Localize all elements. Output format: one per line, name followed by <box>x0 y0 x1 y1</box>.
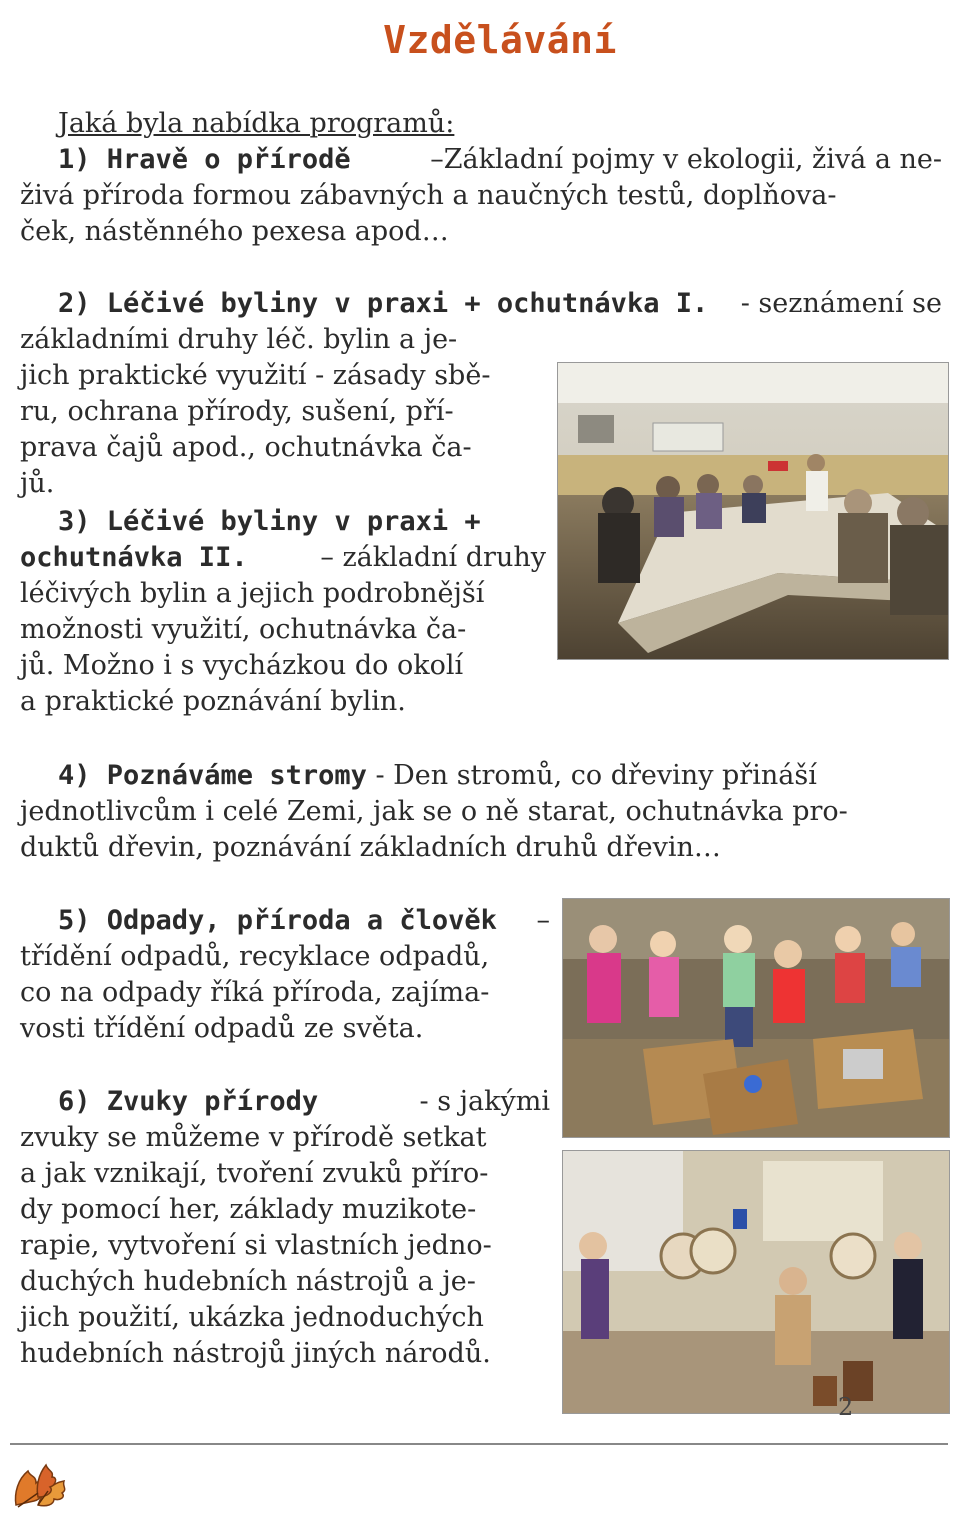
program-3-title: 3) Léčivé byliny v praxi + <box>58 506 481 537</box>
program-1-text: –Základní pojmy v ekologii, živá a ne- <box>430 144 942 175</box>
program-3 <box>20 504 546 720</box>
program-2 <box>20 286 942 322</box>
program-5-text: třídění odpadů, recyklace odpadů, <box>20 941 490 972</box>
photo-music-workshop <box>562 1150 950 1414</box>
program-2-title: 2) Léčivé byliny v praxi + ochutnávka I. <box>58 288 709 319</box>
photo-seminar-room-image <box>558 363 948 659</box>
program-6-text: zvuky se můžeme v přírodě setkat <box>20 1122 487 1153</box>
program-6-text: dy pomocí her, základy muzikote- <box>20 1194 477 1225</box>
program-5-text: co na odpady říká příroda, zajíma- <box>20 977 490 1008</box>
program-5-text: – <box>536 905 550 936</box>
program-6-text: jich použití, ukázka jednoduchých <box>20 1302 484 1333</box>
footer-rule <box>10 1443 948 1445</box>
program-1 <box>20 106 942 250</box>
program-2-text: základními druhy léč. bylin a je- <box>20 324 458 355</box>
program-2-text: prava čajů apod., ochutnávka ča- <box>20 432 472 463</box>
program-6-title: 6) Zvuky přírody <box>58 1086 319 1117</box>
program-3-text: a praktické poznávání bylin. <box>20 686 406 717</box>
program-4 <box>20 758 942 866</box>
program-4-text: duktů dřevin, poznávání základních druhů dřevin… <box>20 832 721 863</box>
program-4-text: jednotlivcům i celé Zemi, jak se o ně starat, ochutnávka pro- <box>20 796 848 827</box>
program-6 <box>20 1084 550 1372</box>
program-4-title: 4) Poznáváme stromy <box>58 760 367 791</box>
page-number: 2 <box>838 1393 854 1421</box>
photo-children-recycling-image <box>563 899 949 1137</box>
program-6-text: - s jakými <box>419 1086 550 1117</box>
program-6-text: duchých hudebních nástrojů a je- <box>20 1266 476 1297</box>
program-1-title: 1) Hravě o přírodě <box>58 144 351 175</box>
program-3-title: ochutnávka II. <box>20 542 248 573</box>
program-2-text: - seznámení se <box>740 288 942 319</box>
program-6-text: rapie, vytvoření si vlastních jedno- <box>20 1230 492 1261</box>
page-title: Vzdělávání <box>383 18 617 62</box>
program-2-text: jich praktické využití - zásady sbě- <box>20 360 491 391</box>
photo-children-recycling <box>562 898 950 1138</box>
program-3-text: jů. Možno i s vycházkou do okolí <box>20 650 464 681</box>
photo-music-workshop-image <box>563 1151 949 1413</box>
program-1-text: ček, nástěnného pexesa apod… <box>20 216 449 247</box>
oak-leaf-logo-icon <box>8 1457 72 1511</box>
photo-seminar-room <box>557 362 949 660</box>
program-1-text: živá příroda formou zábavných a naučných testů, doplňova- <box>20 180 837 211</box>
program-5 <box>20 903 550 1047</box>
program-5-title: 5) Odpady, příroda a člověk <box>58 905 497 936</box>
program-2-text: jů. <box>20 468 55 499</box>
program-2-text: ru, ochrana přírody, sušení, pří- <box>20 396 454 427</box>
program-3-text: možnosti využití, ochutnávka ča- <box>20 614 467 645</box>
program-6-text: a jak vznikají, tvoření zvuků příro- <box>20 1158 489 1189</box>
program-5-text: vosti třídění odpadů ze světa. <box>20 1013 424 1044</box>
program-4-text: - Den stromů, co dřeviny přináší <box>375 760 817 791</box>
program-3-text: léčivých bylin a jejich podrobnější <box>20 578 485 609</box>
intro-heading: Jaká byla nabídka programů: <box>58 108 455 139</box>
program-2-body <box>20 322 546 502</box>
program-3-text: – základní druhy <box>320 542 546 573</box>
program-6-text: hudebních nástrojů jiných národů. <box>20 1338 491 1369</box>
